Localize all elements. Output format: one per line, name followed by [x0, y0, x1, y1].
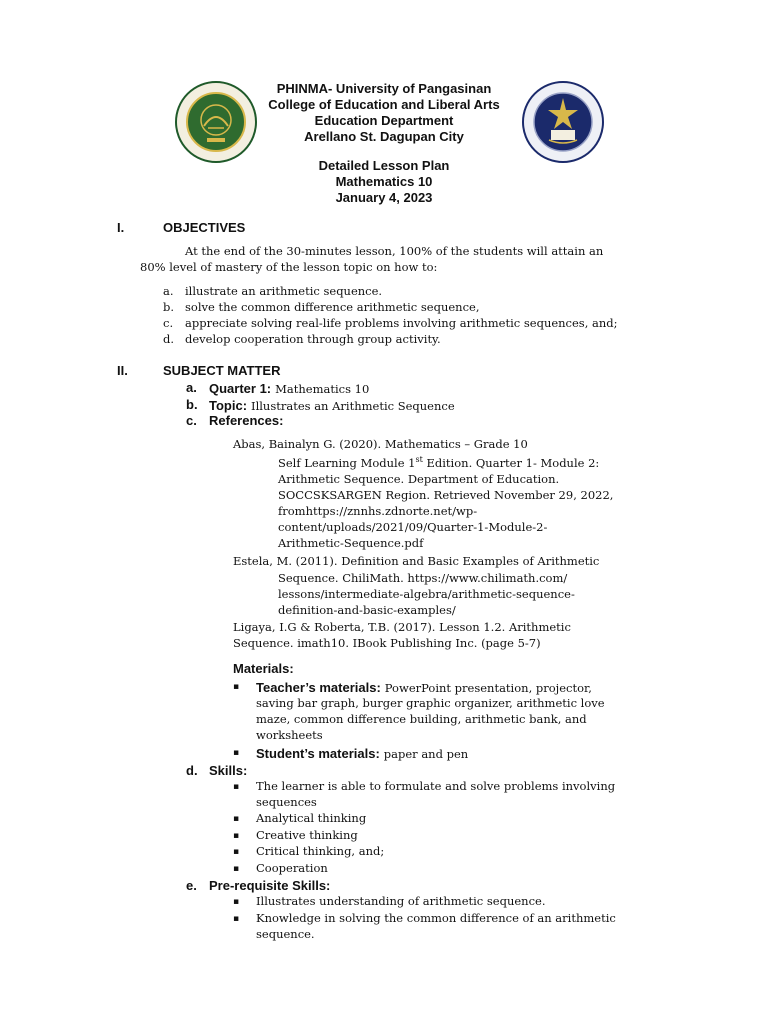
- document-date: January 4, 2023: [335, 190, 433, 205]
- quarter-row: [209, 380, 369, 398]
- quarter-label: Quarter 1:: [209, 381, 272, 396]
- prerequisite-item: Illustrates understanding of arithmetic sequence.: [256, 894, 546, 908]
- item-letter: d.: [186, 763, 198, 778]
- bullet-icon: ▪: [233, 897, 240, 907]
- item-letter: e.: [186, 878, 197, 893]
- section-heading: SUBJECT MATTER: [163, 363, 281, 378]
- college-name: College of Education and Liberal Arts: [268, 97, 500, 112]
- skills-label: Skills:: [209, 763, 248, 778]
- objectives-intro-cont: 80% level of mastery of the lesson topic on how to:: [140, 260, 438, 274]
- prerequisite-item-cont: sequence.: [256, 927, 315, 941]
- bullet-icon: ▪: [233, 748, 240, 758]
- reference-line: Sequence. imath10. IBook Publishing Inc. (page 5-7): [233, 636, 541, 650]
- reference-text: Edition. Quarter 1- Module 2:: [422, 455, 600, 470]
- reference-line: Ligaya, I.G & Roberta, T.B. (2017). Lesson 1.2. Arithmetic: [233, 620, 571, 634]
- section-heading: OBJECTIVES: [163, 220, 246, 235]
- bullet-icon: ▪: [233, 847, 240, 857]
- references-label: References:: [209, 413, 284, 428]
- department-name: Education Department: [314, 113, 454, 128]
- reference-line: Estela, M. (2011). Definition and Basic Examples of Arithmetic: [233, 554, 600, 568]
- topic-value: Illustrates an Arithmetic Sequence: [251, 399, 455, 413]
- reference-line: definition-and-basic-examples/: [278, 603, 456, 617]
- objective-item: solve the common difference arithmetic sequence,: [185, 300, 480, 314]
- reference-line: [278, 455, 599, 470]
- skill-item: The learner is able to formulate and solve problems involving: [256, 779, 616, 793]
- objective-letter: a.: [163, 284, 174, 298]
- section-numeral: I.: [117, 220, 125, 235]
- reference-line: content/uploads/2021/09/Quarter-1-Module-2-: [278, 520, 548, 534]
- quarter-value: Mathematics 10: [275, 382, 370, 396]
- teacher-materials-line: saving bar graph, burger graphic organizer, arithmetic love: [256, 696, 605, 710]
- objective-item: develop cooperation through group activity.: [185, 332, 441, 346]
- objective-item: illustrate an arithmetic sequence.: [185, 284, 383, 298]
- section-numeral: II.: [117, 363, 128, 378]
- item-letter: c.: [186, 413, 197, 428]
- objective-letter: d.: [163, 332, 175, 346]
- subject-title: Mathematics 10: [335, 174, 433, 189]
- teacher-materials-line: worksheets: [256, 728, 323, 742]
- reference-line: Arithmetic Sequence. Department of Education.: [278, 472, 560, 486]
- teacher-materials: [256, 679, 592, 697]
- reference-line: Arithmetic-Sequence.pdf: [278, 536, 424, 550]
- materials-label: Materials:: [233, 661, 294, 676]
- bullet-icon: ▪: [233, 814, 240, 824]
- objective-letter: c.: [163, 316, 174, 330]
- teacher-materials-line: maze, common difference building, arithmetic bank, and: [256, 712, 587, 726]
- student-materials-label: Student’s materials:: [256, 746, 380, 761]
- reference-line: SOCCSKSARGEN Region. Retrieved November 29, 2022,: [278, 488, 614, 502]
- document-title: Detailed Lesson Plan: [318, 158, 450, 173]
- objective-letter: b.: [163, 300, 175, 314]
- student-materials-value: paper and pen: [383, 747, 469, 761]
- bullet-icon: ▪: [233, 682, 240, 692]
- skill-item: Analytical thinking: [256, 811, 367, 825]
- item-letter: a.: [186, 380, 197, 395]
- reference-text: Self Learning Module 1: [278, 455, 416, 470]
- teacher-materials-value: PowerPoint presentation, projector,: [384, 681, 592, 695]
- item-letter: b.: [186, 397, 198, 412]
- reference-line: fromhttps://znnhs.zdnorte.net/wp-: [278, 504, 478, 518]
- bullet-icon: ▪: [233, 864, 240, 874]
- skill-item: Creative thinking: [256, 828, 358, 842]
- teacher-materials-label: Teacher’s materials:: [256, 680, 381, 695]
- reference-line: Abas, Bainalyn G. (2020). Mathematics – Grade 10: [233, 437, 528, 451]
- objective-item: appreciate solving real-life problems involving arithmetic sequences, and;: [185, 316, 618, 330]
- skill-item-cont: sequences: [256, 795, 317, 809]
- prerequisite-label: Pre-requisite Skills:: [209, 878, 331, 893]
- school-name: PHINMA- University of Pangasinan: [276, 81, 492, 96]
- reference-line: lessons/intermediate-algebra/arithmetic-sequence-: [278, 587, 575, 601]
- objectives-intro: At the end of the 30-minutes lesson, 100% of the students will attain an: [185, 244, 604, 258]
- school-address: Arellano St. Dagupan City: [304, 129, 464, 144]
- skill-item: Cooperation: [256, 861, 328, 875]
- student-materials: [256, 745, 468, 763]
- superscript: st: [415, 455, 423, 464]
- prerequisite-item: Knowledge in solving the common difference of an arithmetic: [256, 911, 616, 925]
- bullet-icon: ▪: [233, 914, 240, 924]
- topic-label: Topic:: [209, 398, 248, 413]
- bullet-icon: ▪: [233, 831, 240, 841]
- bullet-icon: ▪: [233, 782, 240, 792]
- reference-line: Sequence. ChiliMath. https://www.chilimath.com/: [278, 571, 568, 585]
- skill-item: Critical thinking, and;: [256, 844, 385, 858]
